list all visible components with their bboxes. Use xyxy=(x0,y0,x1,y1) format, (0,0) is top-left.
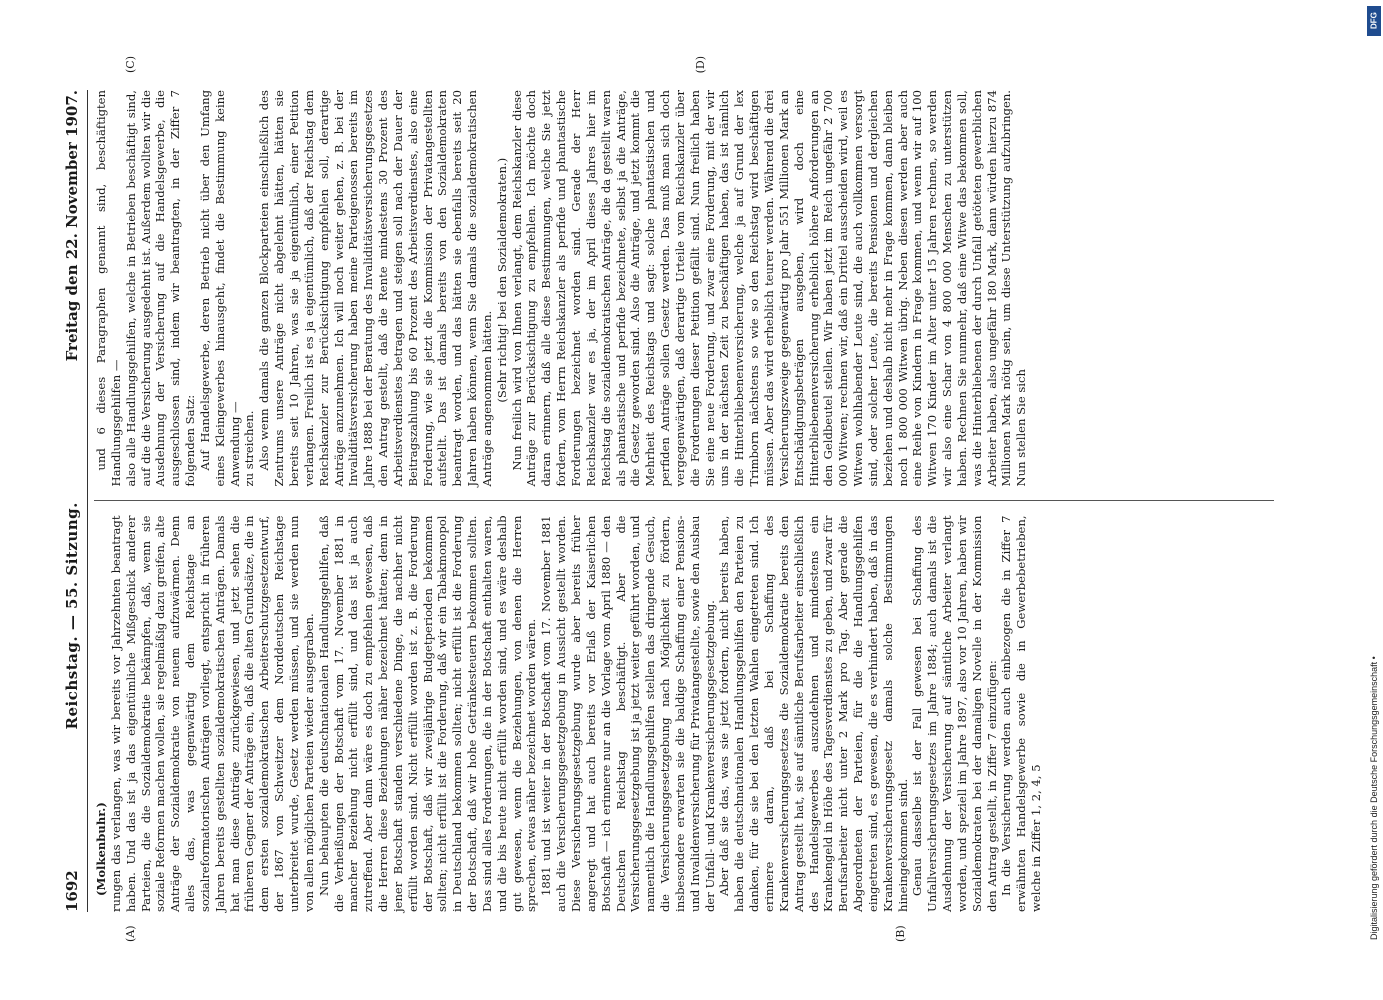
text-columns xyxy=(94,56,1274,942)
session-title: Reichstag. — 55. Sitzung. xyxy=(63,502,81,730)
left-paragraph: rungen das verlangen, was wir bereits vor Jahrzehnten beantragt haben. Und das ist ja das eigentümliche Mißgeschick anderer Parteien, die die Sozialdemokratie bekämpfen, daß, wenn sie soziale Reformen machen wollen, sie regelmäßig dazu greifen, alte Anträge der Sozialdemokratie von neuem aufzuwärmen. Denn alles das, was gegenwärtig dem Reichstage an sozialreformatorischen Anträgen vorliegt, entspricht in früheren Jahren bereits gestellten sozialdemokratischen Anträgen. Damals hat man diese Anträge zurückgewiesen, und jetzt sehen die früheren Gegner der Anträge ein, daß die alten Grundsätze, die in dem ersten sozialdemokratischen Arbeiterschutzgesetzentwurf, der 1867 von Schweitzer dem Norddeutschen Reichstage unterbreitet wurde, Gesetz werden müssen, und sie werden nun von allen möglichen Parteien wieder ausgegraben. xyxy=(108,515,316,912)
right-paragraph: Auf Handelsgewerbe, deren Betrieb nicht über den Umfang eines Kleingewerbes hinausgeht, findet die Bestimmung keine Anwendung — xyxy=(197,90,242,487)
left-paragraph: Genau dasselbe ist der Fall gewesen bei Schaffung des Unfallversicherungsgesetzes im Jahre 1884; auch damals ist die Ausdehnung der Versicherung auf sämtliche Arbeiter verlangt worden, und speziell im Jahre 1897, also vor 10 Jahren, haben wir Sozialdemokraten bei der damaligen Novelle in der Kommission den Antrag gestellt, in Ziffer 7 einzufügen: xyxy=(910,515,999,912)
margin-letter-d: (D) xyxy=(694,56,707,74)
page-header xyxy=(63,90,88,912)
rotated-document-page xyxy=(41,30,1341,970)
right-column xyxy=(94,56,1274,501)
margin-letter-c: (C) xyxy=(124,56,137,73)
digitization-credit: Digitalisierung gefördert durch die Deutsche Forschungsgemeinschaft • xyxy=(1369,656,1379,940)
dfg-logo: DFG xyxy=(1367,6,1381,36)
left-paragraph: Nun behaupten die deutschnationalen Handlungsgehilfen, daß die Verheißungen der Botschaft vom 17. November 1881 in mancher Beziehung nicht erfüllt sind, und das ist ja auch zutreffend. Aber dann wäre es doch zu empfehlen gewesen, daß die Herren diese Beziehungen näher bezeichnet hätten; denn in jener Botschaft standen verschiedene Dinge, die nachher nicht erfüllt worden sind. Nicht erfüllt worden ist z. B. die Forderung der Botschaft, daß wir zweijährige Budgetperioden bekommen sollten; nicht erfüllt ist die Forderung, daß wir ein Tabakmonopol in Deutschland bekommen sollten; nicht erfüllt ist die Forderung der Botschaft, daß wir hohe Getränkesteuern bekommen sollten. Das sind alles Forderungen, die in der Botschaft enthalten waren, und die bis heute nicht erfüllt worden sind, und es wäre deshalb gut gewesen, wenn die Beziehungen, von denen die Herren sprechen, etwas näher bezeichnet worden wären. xyxy=(316,515,539,912)
right-paragraph: Also wenn damals die ganzen Blockparteien einschließlich des Zentrums unsere Anträge nicht abgelehnt hätten, hätten sie bereits seit 10 Jahren, was sie ja eigentümlich, einer Petition verlangen. Freilich ist es ja eigentümlich, daß der Reichstag dem Reichskanzler zur Berücksichtigung empfehlen soll, derartige Anträge anzunehmen. Ich will noch weiter gehen, z. B. bei der Invaliditätsversicherung haben meine Parteigenossen bereits im Jahre 1888 bei der Beratung des Invaliditätsversicherungsgesetzes den Antrag gestellt, daß die Rente mindestens 30 Prozent des Arbeitsverdienstes betragen und steigen soll nach der Dauer der Beitragszahlung bis 60 Prozent des Arbeitsverdienstes, also eine Forderung, wie sie jetzt die Kommission der Privatangestellten aufstellt. Das ist damals bereits von den Sozialdemokraten beantragt worden, und das hätten sie ebenfalls bereits seit 20 Jahren haben können, wenn Sie damals die sozialdemokratischen Anträge angenommen hätten. xyxy=(257,90,494,487)
interjection: (Sehr richtig! bei den Sozialdemokraten.) xyxy=(494,157,509,403)
left-paragraph: 1881 und ist weiter in der Botschaft vom 17. November 1881 auch die Versicherungsgesetzgebung in Aussicht gestellt worden. Diese Versicherungsgesetzgebung wurde aber bereits früher angeregt und hat auch bereits vor Erlaß der Kaiserlichen Botschaft — ich erinnere nur an die Vorlage vom April 1880 — den Deutschen Reichstag beschäftigt. Aber die Versicherungsgesetzgebung ist ja jetzt weiter geführt worden, und namentlich die Handlungsgehilfen stellen das dringende Gesuch, die Versicherungsgesetzgebung nach Möglichkeit zu fördern, insbesondere erwarten sie die baldige Schaffung einer Pensions- und Invalidenversicherung für Privatangestellte, sowie den Ausbau der Unfall- und Krankenversicherungsgesetzgebung. xyxy=(539,515,717,912)
right-paragraph: Nun freilich wird von Ihnen verlangt, dem Reichskanzler diese Anträge zur Berücksichtigung zu empfehlen. Ich möchte doch daran erinnern, daß alle diese Bestimmungen, welche Sie jetzt fordern, vom Herrn Reichskanzler als perfide und phantastische Forderungen bezeichnet worden sind. Gerade der Herr Reichskanzler war es ja, der im April dieses Jahres hier im Reichstag die sozialdemokratischen Anträge, die da gestellt waren als phantastische und perfide bezeichnete, selbst ja die Anträge, die Gesetz geworden sind. Also die Anträge, und jetzt kommt die Mehrheit des Reichstags und sagt: solche phantastischen und perfiden Anträge sollen Gesetz werden. Das muß man sich doch vergegenwärtigen, daß derartige Urteile vom Reichskanzler über die Forderungen dieser Petition gefällt sind. Nun freilich haben Sie eine neue Forderung, und zwar eine Forderung, mit der wir uns in der nächsten Zeit zu beschäftigen haben, das ist nämlich die Hinterbliebenenversicherung, welche ja auf Grund der lex Trimborn nächstens so wie so den Reichstag wird beschäftigen müssen. Aber das wird erheblich teurer werden. Während die drei Versicherungszweige gegenwärtig pro Jahr 551 Millionen Mark an Entschädigungsbeträgen ausgeben, wird doch eine Hinterbliebenenversicherung erheblich höhere Anforderungen an den Geldbeutel stellen. Wir haben jetzt im Reich ungefähr 2 700 000 Witwen; rechnen wir, daß ein Drittel ausscheiden wird, weil es Witwen wohlhabender Leute sind, die auch vollkommen versorgt sind, oder solcher Leute, die bereits Pensionen und dergleichen beziehen und deshalb nicht mehr in Frage kommen, dann bleiben noch 1 800 000 Witwen übrig. Neben diesen werden aber auch eine Reihe von Kindern in Frage kommen, und wenn wir auf 100 Witwen 170 Kinder im Alter unter 15 Jahren rechnen, so werden wir also eine Schar von 4 800 000 Menschen zu unterstützen haben. Rechnen Sie nunmehr, daß eine Witwe das bekommen soll, was die Hinterbliebenen der durch Unfall getöteten gewerblichen Arbeiter haben, also ungefähr 180 Mark, dann würden hierzu 874 Millionen Mark nötig sein, um diese Unterstützung aufzubringen. Nun stellen Sie sich xyxy=(509,90,1029,487)
margin-letter-a: (A) xyxy=(124,925,137,942)
right-paragraph: und 6 dieses Paragraphen genannt sind, beschäftigten Handlungsgehilfen — xyxy=(94,90,123,487)
margin-letter-b: (B) xyxy=(894,925,907,942)
right-paragraph: zu streichen. xyxy=(242,410,257,487)
right-paragraph: also alle Handlungsgehilfen, welche in Betrieben beschäftigt sind, auf die die Versicherung ausgedehnt ist. Außerdem wollten wir die Ausdehnung der Versicherung auf die Handelsgewerbe, die ausgeschlossen sind, indem wir beantragten, in der Ziffer 7 folgenden Satz: xyxy=(123,90,198,487)
speaker-name: (Molkenbuhr.) xyxy=(94,802,108,896)
session-date: Freitag den 22. November 1907. xyxy=(63,90,81,362)
page-number: 1692 xyxy=(63,870,81,912)
left-paragraph: Aber daß sie das, was sie jetzt fordern, nicht bereits haben, haben die deutschnationalen Handlungsgehilfen den Parteien zu danken, für die sie bei den letzten Wahlen eingetreten sind. Ich erinnere daran, daß bei Schaffung des Krankenversicherungsgesetzes die Sozialdemokratie bereits den Antrag gestellt hat, sie auf sämtliche Berufsarbeiter einschließlich des Handelsgewerbes auszudehnen und mindestens ein Krankengeld in Höhe des Tagesverdienstes zu geben, und zwar für Berufsarbeiter nicht unter 2 Mark pro Tag. Aber gerade die Abgeordneten der Parteien, für die die Handlungsgehilfen eingetreten sind, es gewesen, die es verhindert haben, daß in das Krankenversicherungsgesetz damals solche Bestimmungen hineingekommen sind. xyxy=(717,515,910,912)
left-column xyxy=(94,501,1274,942)
left-paragraph: In die Versicherung werden auch einbezogen die in Ziffer 7 erwähnten Handelsgewerbe sowie die in Gewerbebetrieben, welche in Ziffer 1, 2, 4, 5 xyxy=(999,515,1044,912)
